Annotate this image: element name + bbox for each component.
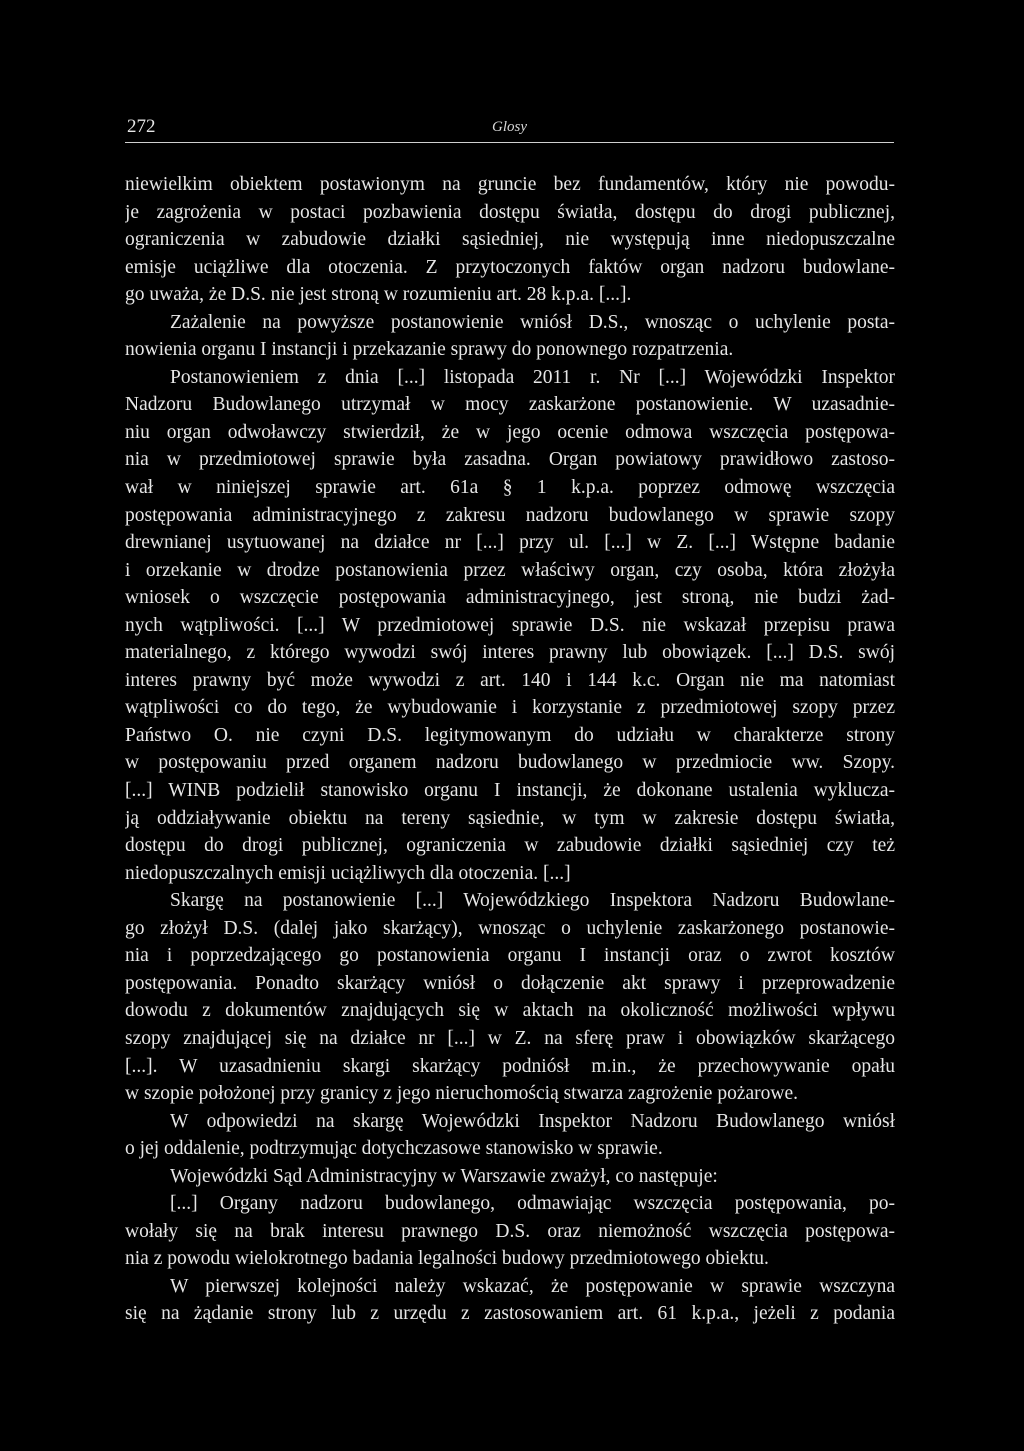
- text-line: niu organ odwoławczy stwierdził, że w jego ocenie odmowa wszczęcia postępowa-: [125, 421, 895, 443]
- page-number: 272: [127, 116, 156, 137]
- text-line: nia z powodu wielokrotnego badania legalności budowy przedmiotowego obiektu.: [125, 1248, 769, 1270]
- text-line: nia i poprzedzającego go postanowienia organu I instancji oraz o zwrot kosztów: [125, 945, 895, 967]
- text-line: dowodu z dokumentów znajdujących się w aktach na okoliczność możliwości wpływu: [125, 1000, 895, 1022]
- text-line: szopy znajdującej się na działce nr [...] w Z. na sferę praw i obowiązków skarżącego: [125, 1027, 895, 1049]
- body-text: [125, 171, 895, 1328]
- text-line: nia w przedmiotowej sprawie była zasadna. Organ powiatowy prawidłowo zastoso-: [125, 449, 895, 471]
- text-line: go złożył D.S. (dalej jako skarżący), wnosząc o uchylenie zaskarżonego postanowie-: [125, 917, 895, 939]
- text-line: niewielkim obiektem postawionym na gruncie bez fundamentów, który nie powodu-: [125, 174, 895, 195]
- text-line: w postępowaniu przed organem nadzoru budowlanego w przedmiocie ww. Szopy.: [125, 752, 895, 774]
- text-line: emisje uciążliwe dla otoczenia. Z przytoczonych faktów organ nadzoru budowlane-: [125, 256, 895, 278]
- text-line: je zagrożenia w postaci pozbawienia dostępu światła, dostępu do drogi publicznej,: [125, 201, 895, 223]
- text-line: Zażalenie na powyższe postanowienie wniósł D.S., wnosząc o uchylenie posta-: [170, 311, 895, 333]
- text-line: niedopuszczalnych emisji uciążliwych dla otoczenia. [...]: [125, 862, 571, 884]
- text-line: o jej oddalenie, podtrzymując dotychczasowe stanowisko w sprawie.: [125, 1138, 663, 1160]
- text-line: materialnego, z którego wywodzi swój interes prawny lub obowiązek. [...] D.S. swój: [125, 642, 895, 664]
- text-line: [...]. W uzasadnieniu skargi skarżący podniósł m.in., że przechowywanie opału: [125, 1055, 895, 1077]
- text-line: dostępu do drogi publicznej, ograniczenia w zabudowie działki sąsiedniej czy też: [125, 835, 895, 857]
- text-line: ograniczenia w zabudowie działki sąsiedniej, nie występują inne niedopuszczalne: [125, 229, 895, 251]
- text-line: Wojewódzki Sąd Administracyjny w Warszawie zważył, co następuje:: [170, 1165, 718, 1187]
- text-line: Postanowieniem z dnia [...] listopada 2011 r. Nr [...] Wojewódzki Inspektor: [170, 366, 895, 388]
- text-line: [...] WINB podzielił stanowisko organu I instancji, że dokonane ustalenia wyklucza-: [125, 780, 895, 802]
- text-line: w szopie położonej przy granicy z jego nieruchomością stwarza zagrożenie pożarowe.: [125, 1083, 798, 1105]
- text-line: wątpliwości co do tego, że wybudowanie i korzystanie z przedmiotowej szopy przez: [125, 697, 895, 719]
- text-line: postępowania administracyjnego z zakresu nadzoru budowlanego w sprawie szopy: [125, 504, 895, 526]
- text-line: Nadzoru Budowlanego utrzymał w mocy zaskarżone postanowienie. W uzasadnie-: [125, 394, 895, 416]
- text-line: Państwo O. nie czyni D.S. legitymowanym do udziału w charakterze strony: [125, 724, 895, 746]
- text-line: postępowania. Ponadto skarżący wniósł o dołączenie akt sprawy i przeprowadzenie: [125, 972, 895, 994]
- text-line: W odpowiedzi na skargę Wojewódzki Inspektor Nadzoru Budowlanego wniósł: [170, 1110, 895, 1132]
- text-line: i orzekanie w drodze postanowienia przez właściwy organ, czy osoba, która złożyła: [125, 559, 895, 581]
- page-header: [125, 112, 894, 143]
- text-line: wał w niniejszej sprawie art. 61a § 1 k.p.a. poprzez odmowę wszczęcia: [125, 477, 895, 499]
- text-line: W pierwszej kolejności należy wskazać, że postępowanie w sprawie wszczyna: [170, 1275, 895, 1297]
- text-line: nowienia organu I instancji i przekazanie sprawy do ponownego rozpatrzenia.: [125, 339, 734, 361]
- text-line: [...] Organy nadzoru budowlanego, odmawiając wszczęcia postępowania, po-: [170, 1193, 895, 1215]
- running-title: Glosy: [492, 119, 527, 135]
- text-line: nych wątpliwości. [...] W przedmiotowej sprawie D.S. nie wskazał przepisu prawa: [125, 614, 895, 636]
- text-line: wołały się na brak interesu prawnego D.S. oraz niemożność wszczęcia postępowa-: [125, 1220, 895, 1242]
- text-line: się na żądanie strony lub z urzędu z zastosowaniem art. 61 k.p.a., jeżeli z podania: [125, 1303, 895, 1325]
- text-line: interes prawny być może wywodzi z art. 140 i 144 k.c. Organ nie ma natomiast: [125, 669, 895, 691]
- text-line: go uważa, że D.S. nie jest stroną w rozumieniu art. 28 k.p.a. [...].: [125, 284, 632, 306]
- text-line: drewnianej usytuowanej na działce nr [...] przy ul. [...] w Z. [...] Wstępne badanie: [125, 532, 895, 554]
- text-line: wniosek o wszczęcie postępowania administracyjnego, jest stroną, nie budzi żad-: [125, 587, 895, 609]
- text-line: Skargę na postanowienie [...] Wojewódzkiego Inspektora Nadzoru Budowlane-: [170, 890, 895, 912]
- text-line: ją oddziaływanie obiektu na tereny sąsiednie, w tym w zakresie dostępu światła,: [125, 807, 895, 829]
